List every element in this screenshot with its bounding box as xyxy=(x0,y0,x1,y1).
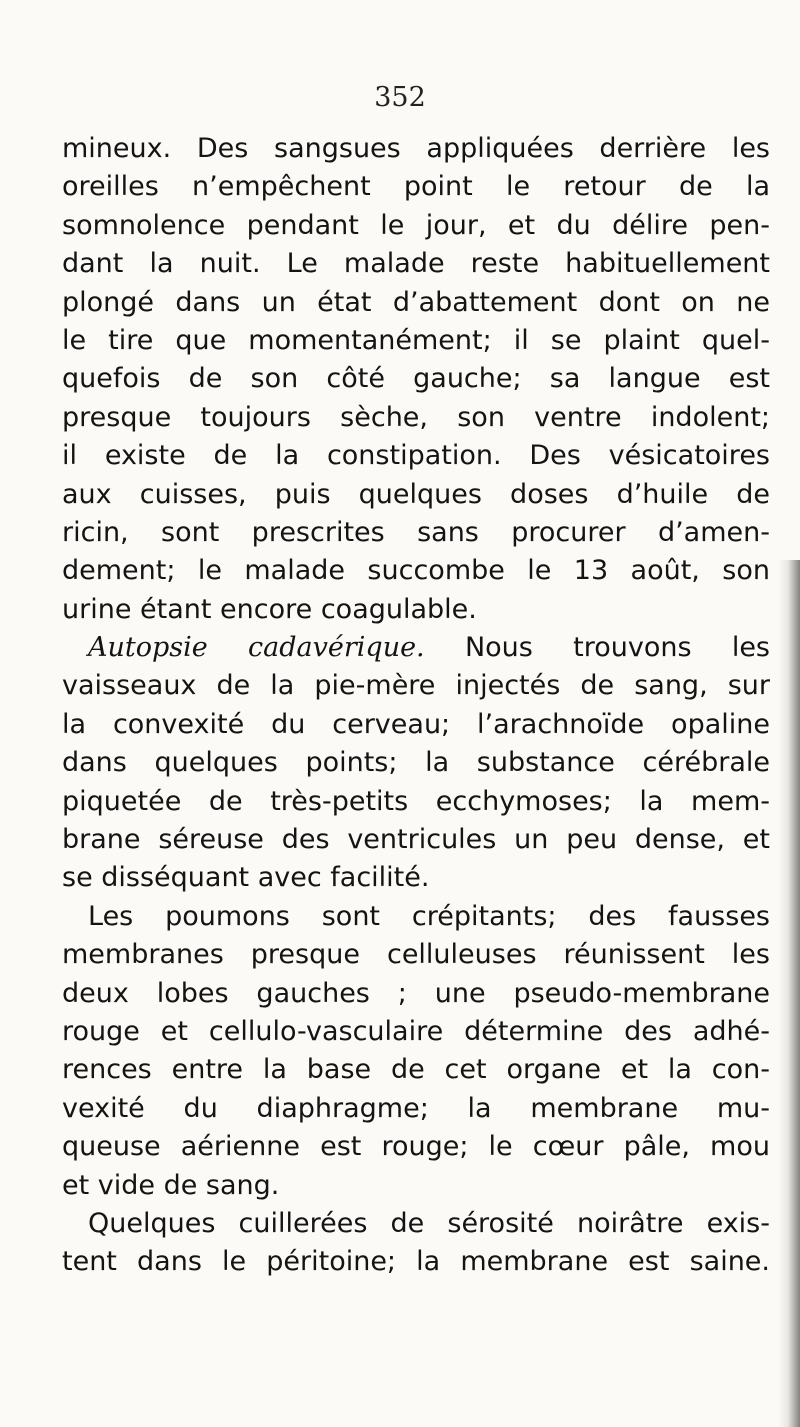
text-line: quefois de son côté gauche; sa langue est xyxy=(62,363,770,395)
page-number: 352 xyxy=(374,82,426,113)
text-line: piquetée de très-petits ecchymoses; la mem- xyxy=(62,785,770,817)
text-line: dans quelques points; la substance cérébrale xyxy=(62,747,770,779)
text-line: tent dans le péritoine; la membrane est saine. xyxy=(62,1246,770,1278)
body-text xyxy=(62,130,770,1282)
text-line: rences entre la base de cet organe et la con- xyxy=(62,1054,770,1086)
text-line: aux cuisses, puis quelques doses d’huile de xyxy=(62,478,770,510)
text-line: le tire que momentanément; il se plaint quel- xyxy=(62,324,770,356)
text-line: plongé dans un état d’abattement dont on ne xyxy=(62,286,770,318)
text-line: deux lobes gauches ; une pseudo-membrane xyxy=(62,977,770,1009)
text-line: membranes presque celluleuses réunissent les xyxy=(62,939,770,971)
text-line: la convexité du cerveau; l’arachnoïde opaline xyxy=(62,708,770,740)
text-line: ricin, sont prescrites sans procurer d’amen- xyxy=(62,516,770,548)
text-line: urine étant encore coagulable. xyxy=(62,593,477,625)
text-line: dement; le malade succombe le 13 août, son xyxy=(62,555,770,587)
text-line: rouge et cellulo-vasculaire détermine des adhé- xyxy=(62,1015,770,1047)
text-line: vaisseaux de la pie-mère injectés de sang, sur xyxy=(62,670,770,702)
text-line: oreilles n’empêchent point le retour de la xyxy=(62,171,770,203)
text-line: vexité du diaphragme; la membrane mu- xyxy=(62,1092,770,1124)
text-line: queuse aérienne est rouge; le cœur pâle, mou xyxy=(62,1131,770,1163)
text-line: brane séreuse des ventricules un peu dense, et xyxy=(62,824,770,856)
text-line: se disséquant avec facilité. xyxy=(62,862,430,894)
text-line: mineux. Des sangsues appliquées derrière les xyxy=(62,133,770,164)
text-segment: Nous trouvons les xyxy=(424,632,771,664)
text-line: dant la nuit. Le malade reste habituellement xyxy=(62,248,770,280)
page-shadow-edge xyxy=(778,560,800,1427)
autopsy-heading: Autopsie cadavérique. xyxy=(88,632,425,664)
text-line: Les poumons sont crépitants; des fausses xyxy=(88,900,770,932)
text-line: et vide de sang. xyxy=(62,1169,280,1201)
text-line: il existe de la constipation. Des vésicatoires xyxy=(62,440,770,472)
text-line: somnolence pendant le jour, et du délire pen- xyxy=(62,209,770,241)
autopsy-paragraph-first-line xyxy=(62,629,770,667)
text-line: presque toujours sèche, son ventre indolent; xyxy=(62,401,770,433)
text-line: Quelques cuillerées de sérosité noirâtre exis- xyxy=(88,1207,770,1239)
